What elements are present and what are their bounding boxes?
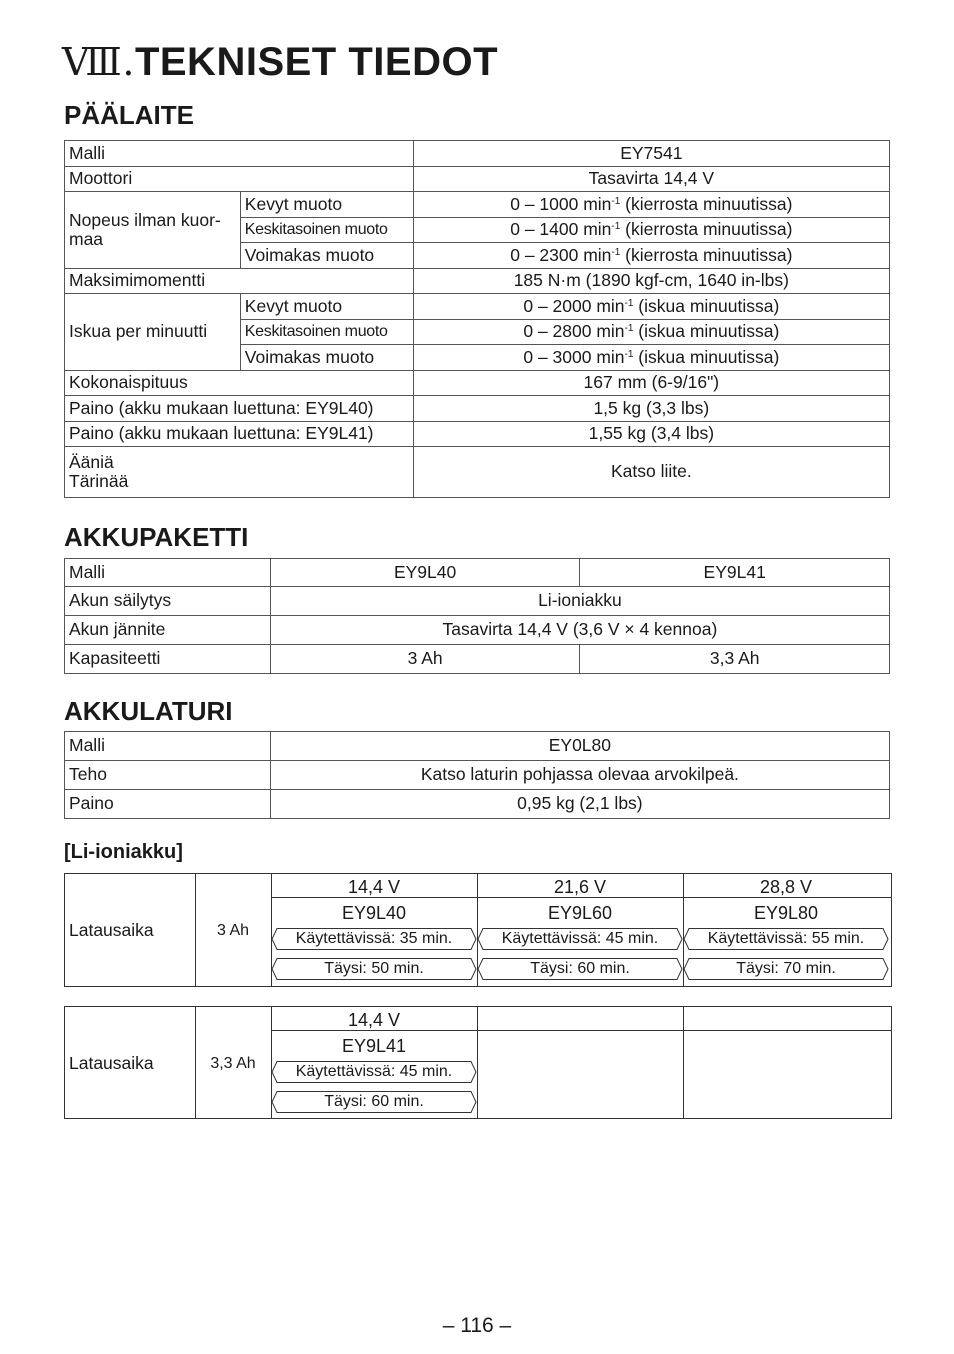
section-roman-numeral: Ⅷ.: [62, 40, 135, 84]
spec-value: Katso laturin pohjassa olevaa arvokilpeä.: [270, 761, 889, 790]
mode-label: Kevyt muoto: [240, 294, 413, 320]
full-time-badge: Täysi: 70 min.: [683, 958, 889, 980]
table-row: [65, 396, 890, 422]
table-row: [65, 559, 890, 587]
spec-label: Paino (akku mukaan luettuna: EY9L41): [65, 421, 414, 447]
table-row: [65, 141, 890, 167]
spec-label: Malli: [65, 559, 271, 587]
table-row: [65, 166, 890, 192]
spec-label: Kokonaispituus: [65, 370, 414, 396]
page-number: – 116 –: [442, 1314, 512, 1337]
usable-time-badge: Käytettävissä: 35 min.: [271, 928, 477, 950]
mode-label: Kevyt muoto: [240, 192, 413, 218]
spec-label: [65, 447, 414, 498]
usable-time-badge: Käytettävissä: 55 min.: [683, 928, 889, 950]
full-time-badge: Täysi: 50 min.: [271, 958, 477, 980]
table-row: [65, 370, 890, 396]
model-label: EY9L41: [341, 1036, 407, 1056]
spec-value: 167 mm (6-9/16"): [413, 370, 889, 396]
model-label: EY9L80: [753, 903, 819, 923]
mode-label: Voimakas muoto: [240, 243, 413, 269]
charger-heading: AKKULATURI: [64, 696, 233, 726]
spec-value: Katso liite.: [413, 447, 889, 498]
spec-label: Malli: [65, 141, 414, 167]
spec-label: Paino: [65, 790, 271, 819]
spec-value: 0 – 1400 $\min^{-1}$ (kierrosta minuutissa): [413, 217, 889, 243]
battery-heading: AKKUPAKETTI: [64, 522, 249, 552]
table-row: [65, 447, 890, 498]
spec-value: Tasavirta 14,4 V: [413, 166, 889, 192]
spec-value: EY9L41: [580, 559, 890, 587]
spec-value: 185 N·m (1890 kgf-cm, 1640 in-lbs): [413, 268, 889, 294]
page-title: [62, 40, 498, 85]
spec-value: EY0L80: [270, 732, 889, 761]
spec-label: Paino (akku mukaan luettuna: EY9L40): [65, 396, 414, 422]
table-row: [65, 268, 890, 294]
tarinaa-label: Tärinää: [69, 471, 129, 491]
spec-label: Akun jännite: [65, 616, 271, 645]
table-row: [65, 616, 890, 645]
model-label: EY9L60: [547, 903, 613, 923]
table-row: [65, 732, 890, 761]
section-title: TEKNISET TIEDOT: [134, 40, 499, 84]
spec-label: Malli: [65, 732, 271, 761]
charger-spec-table: [64, 731, 890, 819]
table-row: [65, 645, 890, 674]
spec-value: 0 – 1000 $\min^{-1}$ (kierrosta minuutissa): [413, 192, 889, 218]
mode-label: Keskitasoinen muoto: [240, 217, 413, 243]
spec-value: EY7541: [413, 141, 889, 167]
spec-label: Teho: [65, 761, 271, 790]
spec-value: Li-ioniakku: [270, 587, 889, 616]
table-row: [65, 421, 890, 447]
table-row: [65, 192, 890, 218]
usable-time-badge: Käytettävissä: 45 min.: [477, 928, 683, 950]
spec-value: EY9L40: [270, 559, 580, 587]
main-unit-spec-table: [64, 140, 890, 498]
voltage-label: 28,8 V: [759, 877, 813, 897]
model-label: EY9L40: [341, 903, 407, 923]
spec-label: Moottori: [65, 166, 414, 192]
table-row: [65, 294, 890, 320]
full-time-badge: Täysi: 60 min.: [477, 958, 683, 980]
charging-time-table-1: [64, 873, 892, 987]
spec-value: 0,95 kg (2,1 lbs): [270, 790, 889, 819]
battery-spec-table: [64, 558, 890, 674]
li-ion-heading: [Li-ioniakku]: [64, 841, 183, 863]
spec-value: 1,55 kg (3,4 lbs): [413, 421, 889, 447]
charging-label: Latausaika: [69, 1053, 154, 1073]
charging-label: Latausaika: [69, 920, 154, 940]
spec-value: 3,3 Ah: [580, 645, 890, 674]
spec-label: Maksimimomentti: [65, 268, 414, 294]
spec-value: 3 Ah: [270, 645, 580, 674]
spec-value: Tasavirta 14,4 V (3,6 V × 4 kennoa): [270, 616, 889, 645]
table-row: [65, 587, 890, 616]
spec-value: 0 – 2300 $\min^{-1}$ (kierrosta minuutissa): [413, 243, 889, 269]
spec-label: Kapasiteetti: [65, 645, 271, 674]
voltage-label: 21,6 V: [553, 877, 607, 897]
spec-label: Nopeus ilman kuor-maa: [65, 192, 241, 269]
capacity-label: 3,3 Ah: [210, 1055, 256, 1072]
voltage-label: 14,4 V: [347, 877, 401, 897]
aania-label: Ääniä: [69, 451, 114, 472]
mode-label: Voimakas muoto: [240, 345, 413, 371]
spec-value: 0 – 2800 $\min^{-1}$ (iskua minuutissa): [413, 319, 889, 345]
charging-time-table-2: [64, 1006, 892, 1119]
spec-value: 0 – 2000 $\min^{-1}$ (iskua minuutissa): [413, 294, 889, 320]
spec-label: Iskua per minuutti: [65, 294, 241, 371]
spec-value: 1,5 kg (3,3 lbs): [413, 396, 889, 422]
table-row: [65, 761, 890, 790]
spec-label: Akun säilytys: [65, 587, 271, 616]
main-unit-heading: PÄÄLAITE: [64, 100, 194, 130]
table-row: [65, 790, 890, 819]
mode-label: Keskitasoinen muoto: [240, 319, 413, 345]
capacity-label: 3 Ah: [216, 922, 250, 939]
spec-value: 0 – 3000 $\min^{-1}$ (iskua minuutissa): [413, 345, 889, 371]
full-time-badge: Täysi: 60 min.: [271, 1091, 477, 1113]
usable-time-badge: Käytettävissä: 45 min.: [271, 1061, 477, 1083]
voltage-label: 14,4 V: [347, 1010, 401, 1030]
